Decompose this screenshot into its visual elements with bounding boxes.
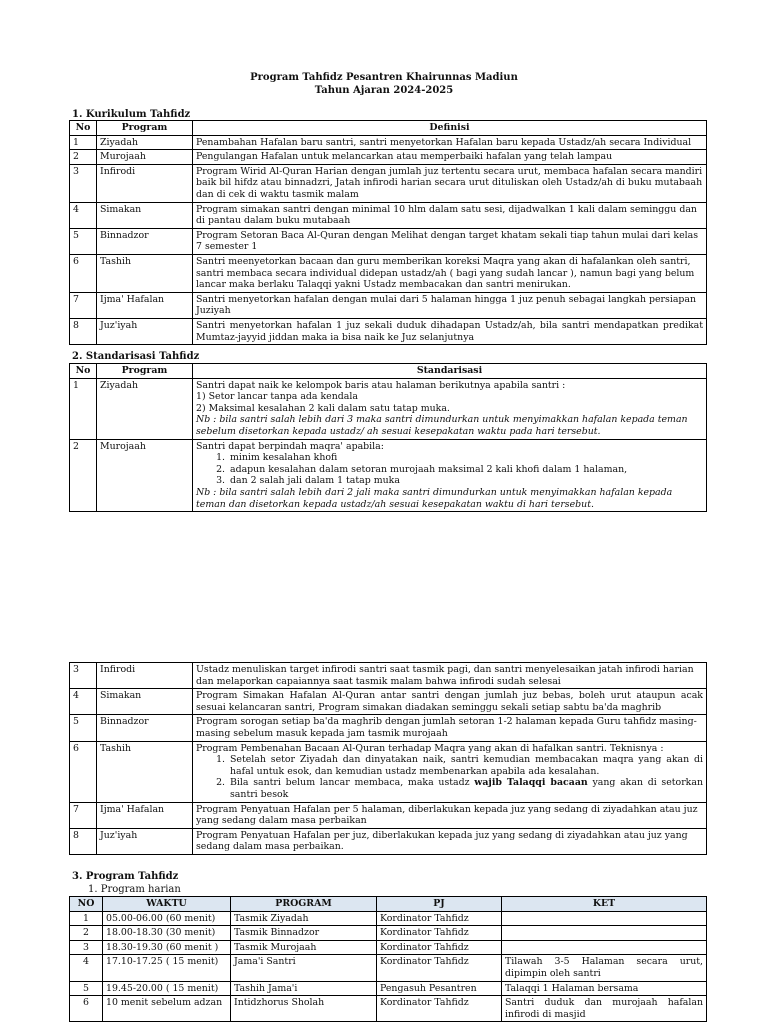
row-program: Tasmik Murojaah (231, 940, 377, 955)
row-ket: Santri duduk dan murojaah hafalan infirodi di masjid (502, 996, 707, 1022)
table-row (70, 378, 707, 439)
row-no: 3 (70, 164, 97, 202)
row-program: Ziyadah (97, 135, 193, 150)
row-no: 3 (70, 663, 97, 689)
col-no: No (70, 364, 97, 379)
standard-note: Nb : bila santri salah lebih dari 2 jali maka santri dimundurkan untuk menyimakkan hafalan kepada teman dan disetorkan kepada ustadz/ah sesuai kesepakatan waktu di hari tersebut. (196, 486, 673, 510)
row-no: 2 (70, 439, 97, 512)
row-pj: Kordinator Tahfidz (377, 955, 502, 981)
list-item: 3. dan 2 salah jali dalam 1 tatap muka (228, 475, 703, 487)
row-program: Tasmik Binnadzor (231, 926, 377, 941)
row-program: Ziyadah (97, 378, 193, 439)
row-waktu: 19.45-20.00 ( 15 menit) (103, 981, 231, 996)
table-row (70, 741, 707, 802)
table-row (70, 439, 707, 512)
list-item-emphasis: wajib Talaqqi bacaan (474, 777, 588, 789)
standard-line: 1) Setor lancar tanpa ada kendala (196, 391, 358, 403)
row-definisi: Santri menyetorkan hafalan 1 juz sekali duduk dihadapan Ustadz/ah, bila santri mendapatkan predikat Mumtaz-jayyid jiddan maka ia bisa naik ke Juz selanjutnya (193, 318, 707, 344)
row-program: Jama'i Santri (231, 955, 377, 981)
row-no: 8 (70, 318, 97, 344)
table-row (70, 715, 707, 741)
row-pj: Kordinator Tahfidz (377, 926, 502, 941)
row-no: 6 (70, 254, 97, 292)
standard-line: 2) Maksimal kesalahan 2 kali dalam satu tatap muka. (196, 402, 450, 414)
row-no: 1 (70, 911, 103, 926)
row-definisi: Program Wirid Al-Quran Harian dengan jumlah juz tertentu secara urut, membaca hafalan secara mandiri baik bil hifdz atau binnadzri, Jatah infirodi harian secara urut dituliskan oleh Ustadz/ah di buku mutabaah dan di cek di waktu tasmik malam (193, 164, 707, 202)
row-program: Juz'iyah (97, 828, 193, 854)
list-item: 2. adapun kesalahan dalam setoran murojaah maksimal 2 kali khofi dalam 1 halaman, (228, 464, 703, 476)
row-waktu: 18.00-18.30 (30 menit) (103, 926, 231, 941)
row-definisi: Santri meenyetorkan bacaan dan guru memberikan koreksi Maqra yang akan di hafalankan oleh santri, santri membaca secara individual didepan ustadz/ah ( bagi yang sudah lancar ), namun bagi yang belum lancar maka berlaku Talaqqi yakni Ustadz membacakan dan santri menirukan. (193, 254, 707, 292)
table-row (70, 663, 707, 689)
section2-heading: 2. Standarisasi Tahfidz (72, 351, 200, 362)
row-no: 4 (70, 202, 97, 228)
row-no: 4 (70, 689, 97, 715)
row-program: Tashih Jama'i (231, 981, 377, 996)
row-no: 4 (70, 955, 103, 981)
row-no: 1 (70, 378, 97, 439)
row-waktu: 10 menit sebelum adzan (103, 996, 231, 1022)
standard-list (196, 452, 703, 487)
col-no: No (70, 121, 97, 136)
table-row (70, 926, 707, 941)
row-program: Infirodi (97, 164, 193, 202)
row-definisi: Program simakan santri dengan minimal 10 hlm dalam satu sesi, dijadwalkan 1 kali dalam seminggu dan di pantau dalam buku mutabaah (193, 202, 707, 228)
row-program: Ijma' Hafalan (97, 292, 193, 318)
row-program: Juz'iyah (97, 318, 193, 344)
doc-subtitle: Tahun Ajaran 2024-2025 (314, 85, 454, 96)
row-standarisasi: Program sorogan setiap ba'da maghrib dengan jumlah setoran 1-2 halaman kepada Guru tahfidz masing-masing sebelum masuk kepada jam tasmik murojaah (193, 715, 707, 741)
table-row (70, 689, 707, 715)
list-item (228, 777, 703, 800)
row-no: 2 (70, 150, 97, 165)
row-pj: Kordinator Tahfidz (377, 996, 502, 1022)
row-standarisasi: Program Simakan Hafalan Al-Quran antar santri dengan jumlah juz bebas, boleh urut ataupun acak sesuai kelancaran santri, Program simakan diadakan seminggu sekali setiap sabtu ba'da maghrib (193, 689, 707, 715)
list-item: 1. Setelah setor Ziyadah dan dinyatakan naik, santri kemudian membacakan maqra yang akan di hafal untuk esok, dan kemudian ustadz membenarkan apabila ada kesalahan. (228, 754, 703, 777)
row-no: 8 (70, 828, 97, 854)
row-no: 7 (70, 802, 97, 828)
table-row (70, 955, 707, 981)
row-no: 7 (70, 292, 97, 318)
row-standarisasi (193, 439, 707, 512)
list-item-text: Bila santri belum lancar membaca, maka ustadz (230, 777, 475, 789)
row-program: Tasmik Ziyadah (231, 911, 377, 926)
standard-intro: Santri dapat berpindah maqra' apabila: (196, 440, 384, 452)
row-definisi: Santri menyetorkan hafalan dengan mulai dari 5 halaman hingga 1 juz penuh sebagai langkah persiapan Juziyah (193, 292, 707, 318)
program-harian-table (69, 896, 707, 1022)
row-program: Binnadzor (97, 228, 193, 254)
col-program: PROGRAM (231, 897, 377, 912)
table-header (70, 897, 707, 912)
row-no: 5 (70, 715, 97, 741)
table-header (70, 364, 707, 379)
row-program: Murojaah (97, 439, 193, 512)
standard-intro: Santri dapat naik ke kelompok baris atau halaman berikutnya apabila santri : (196, 379, 566, 391)
row-program: Ijma' Hafalan (97, 802, 193, 828)
table-row (70, 228, 707, 254)
col-no: NO (70, 897, 103, 912)
row-pj: Kordinator Tahfidz (377, 911, 502, 926)
row-ket: Talaqqi 1 Halaman bersama (502, 981, 707, 996)
row-program: Simakan (97, 202, 193, 228)
table-row (70, 254, 707, 292)
col-ket: KET (502, 897, 707, 912)
col-definisi: Definisi (193, 121, 707, 136)
col-standarisasi: Standarisasi (193, 364, 707, 379)
row-waktu: 05.00-06.00 (60 menit) (103, 911, 231, 926)
table-row (70, 135, 707, 150)
row-program: Simakan (97, 689, 193, 715)
section3-subheading: 1. Program harian (88, 884, 181, 895)
row-no: 2 (70, 926, 103, 941)
table-row (70, 981, 707, 996)
row-no: 6 (70, 741, 97, 802)
table-row (70, 828, 707, 854)
table-row (70, 202, 707, 228)
standard-intro: Program Pembenahan Bacaan Al-Quran terhadap Maqra yang akan di hafalkan santri. Teknisnya : (196, 742, 664, 754)
table-row (70, 318, 707, 344)
row-program: Tashih (97, 254, 193, 292)
row-ket (502, 926, 707, 941)
standarisasi-table-continued (69, 662, 707, 855)
standard-list (196, 754, 703, 800)
list-item: 1. minim kesalahan khofi (228, 452, 703, 464)
table-row (70, 150, 707, 165)
section1-heading: 1. Kurikulum Tahfidz (72, 109, 191, 120)
row-standarisasi (193, 378, 707, 439)
table-row (70, 292, 707, 318)
row-standarisasi: Program Penyatuan Hafalan per 5 halaman, diberlakukan kepada juz yang sedang di ziyadahkan atau juz yang sedang dalam masa perbaikan (193, 802, 707, 828)
table-header (70, 121, 707, 136)
row-pj: Pengasuh Pesantren (377, 981, 502, 996)
row-program: Tashih (97, 741, 193, 802)
table-row (70, 996, 707, 1022)
row-standarisasi: Ustadz menuliskan target infirodi santri saat tasmik pagi, dan santri menyelesaikan jatah infirodi harian dan melaporkan capaiannya saat tasmik malam bahwa infirodi sudah selesai (193, 663, 707, 689)
col-program: Program (97, 121, 193, 136)
row-program: Intidzhorus Sholah (231, 996, 377, 1022)
kurikulum-table (69, 120, 707, 345)
table-row (70, 940, 707, 955)
row-waktu: 17.10-17.25 ( 15 menit) (103, 955, 231, 981)
row-no: 6 (70, 996, 103, 1022)
row-program: Binnadzor (97, 715, 193, 741)
standard-note: Nb : bila santri salah lebih dari 3 maka santri dimundurkan untuk menyimakkan hafalan kepada teman sebelum disetorkan kepada ustadz/ ah sesuai kesepakatan waktu pada hari tersebut. (196, 414, 688, 437)
row-standarisasi: Program Penyatuan Hafalan per juz, diberlakukan kepada juz yang sedang di ziyadahkan atau juz yang sedang dalam masa perbaikan. (193, 828, 707, 854)
table-row (70, 802, 707, 828)
table-row (70, 911, 707, 926)
row-definisi: Penambahan Hafalan baru santri, santri menyetorkan Hafalan baru kepada Ustadz/ah secara Individual (193, 135, 707, 150)
row-program: Murojaah (97, 150, 193, 165)
row-definisi: Pengulangan Hafalan untuk melancarkan atau memperbaiki hafalan yang telah lampau (193, 150, 707, 165)
row-waktu: 18.30-19.30 (60 menit ) (103, 940, 231, 955)
row-pj: Kordinator Tahfidz (377, 940, 502, 955)
row-standarisasi (193, 741, 707, 802)
row-program: Infirodi (97, 663, 193, 689)
row-no: 5 (70, 228, 97, 254)
row-ket: Tilawah 3-5 Halaman secara urut, dipimpin oleh santri (502, 955, 707, 981)
doc-title: Program Tahfidz Pesantren Khairunnas Madiun (250, 72, 518, 83)
row-no: 3 (70, 940, 103, 955)
table-row (70, 164, 707, 202)
row-definisi: Program Setoran Baca Al-Quran dengan Melihat dengan target khatam sekali tiap tahun mulai dari kelas 7 semester 1 (193, 228, 707, 254)
section3-heading: 3. Program Tahfidz (72, 871, 179, 882)
col-program: Program (97, 364, 193, 379)
list-item-text: yang akan di setorkan santri besok (230, 777, 703, 800)
col-waktu: WAKTU (103, 897, 231, 912)
row-ket (502, 940, 707, 955)
row-ket (502, 911, 707, 926)
standarisasi-table (69, 363, 707, 512)
col-pj: PJ (377, 897, 502, 912)
row-no: 5 (70, 981, 103, 996)
row-no: 1 (70, 135, 97, 150)
